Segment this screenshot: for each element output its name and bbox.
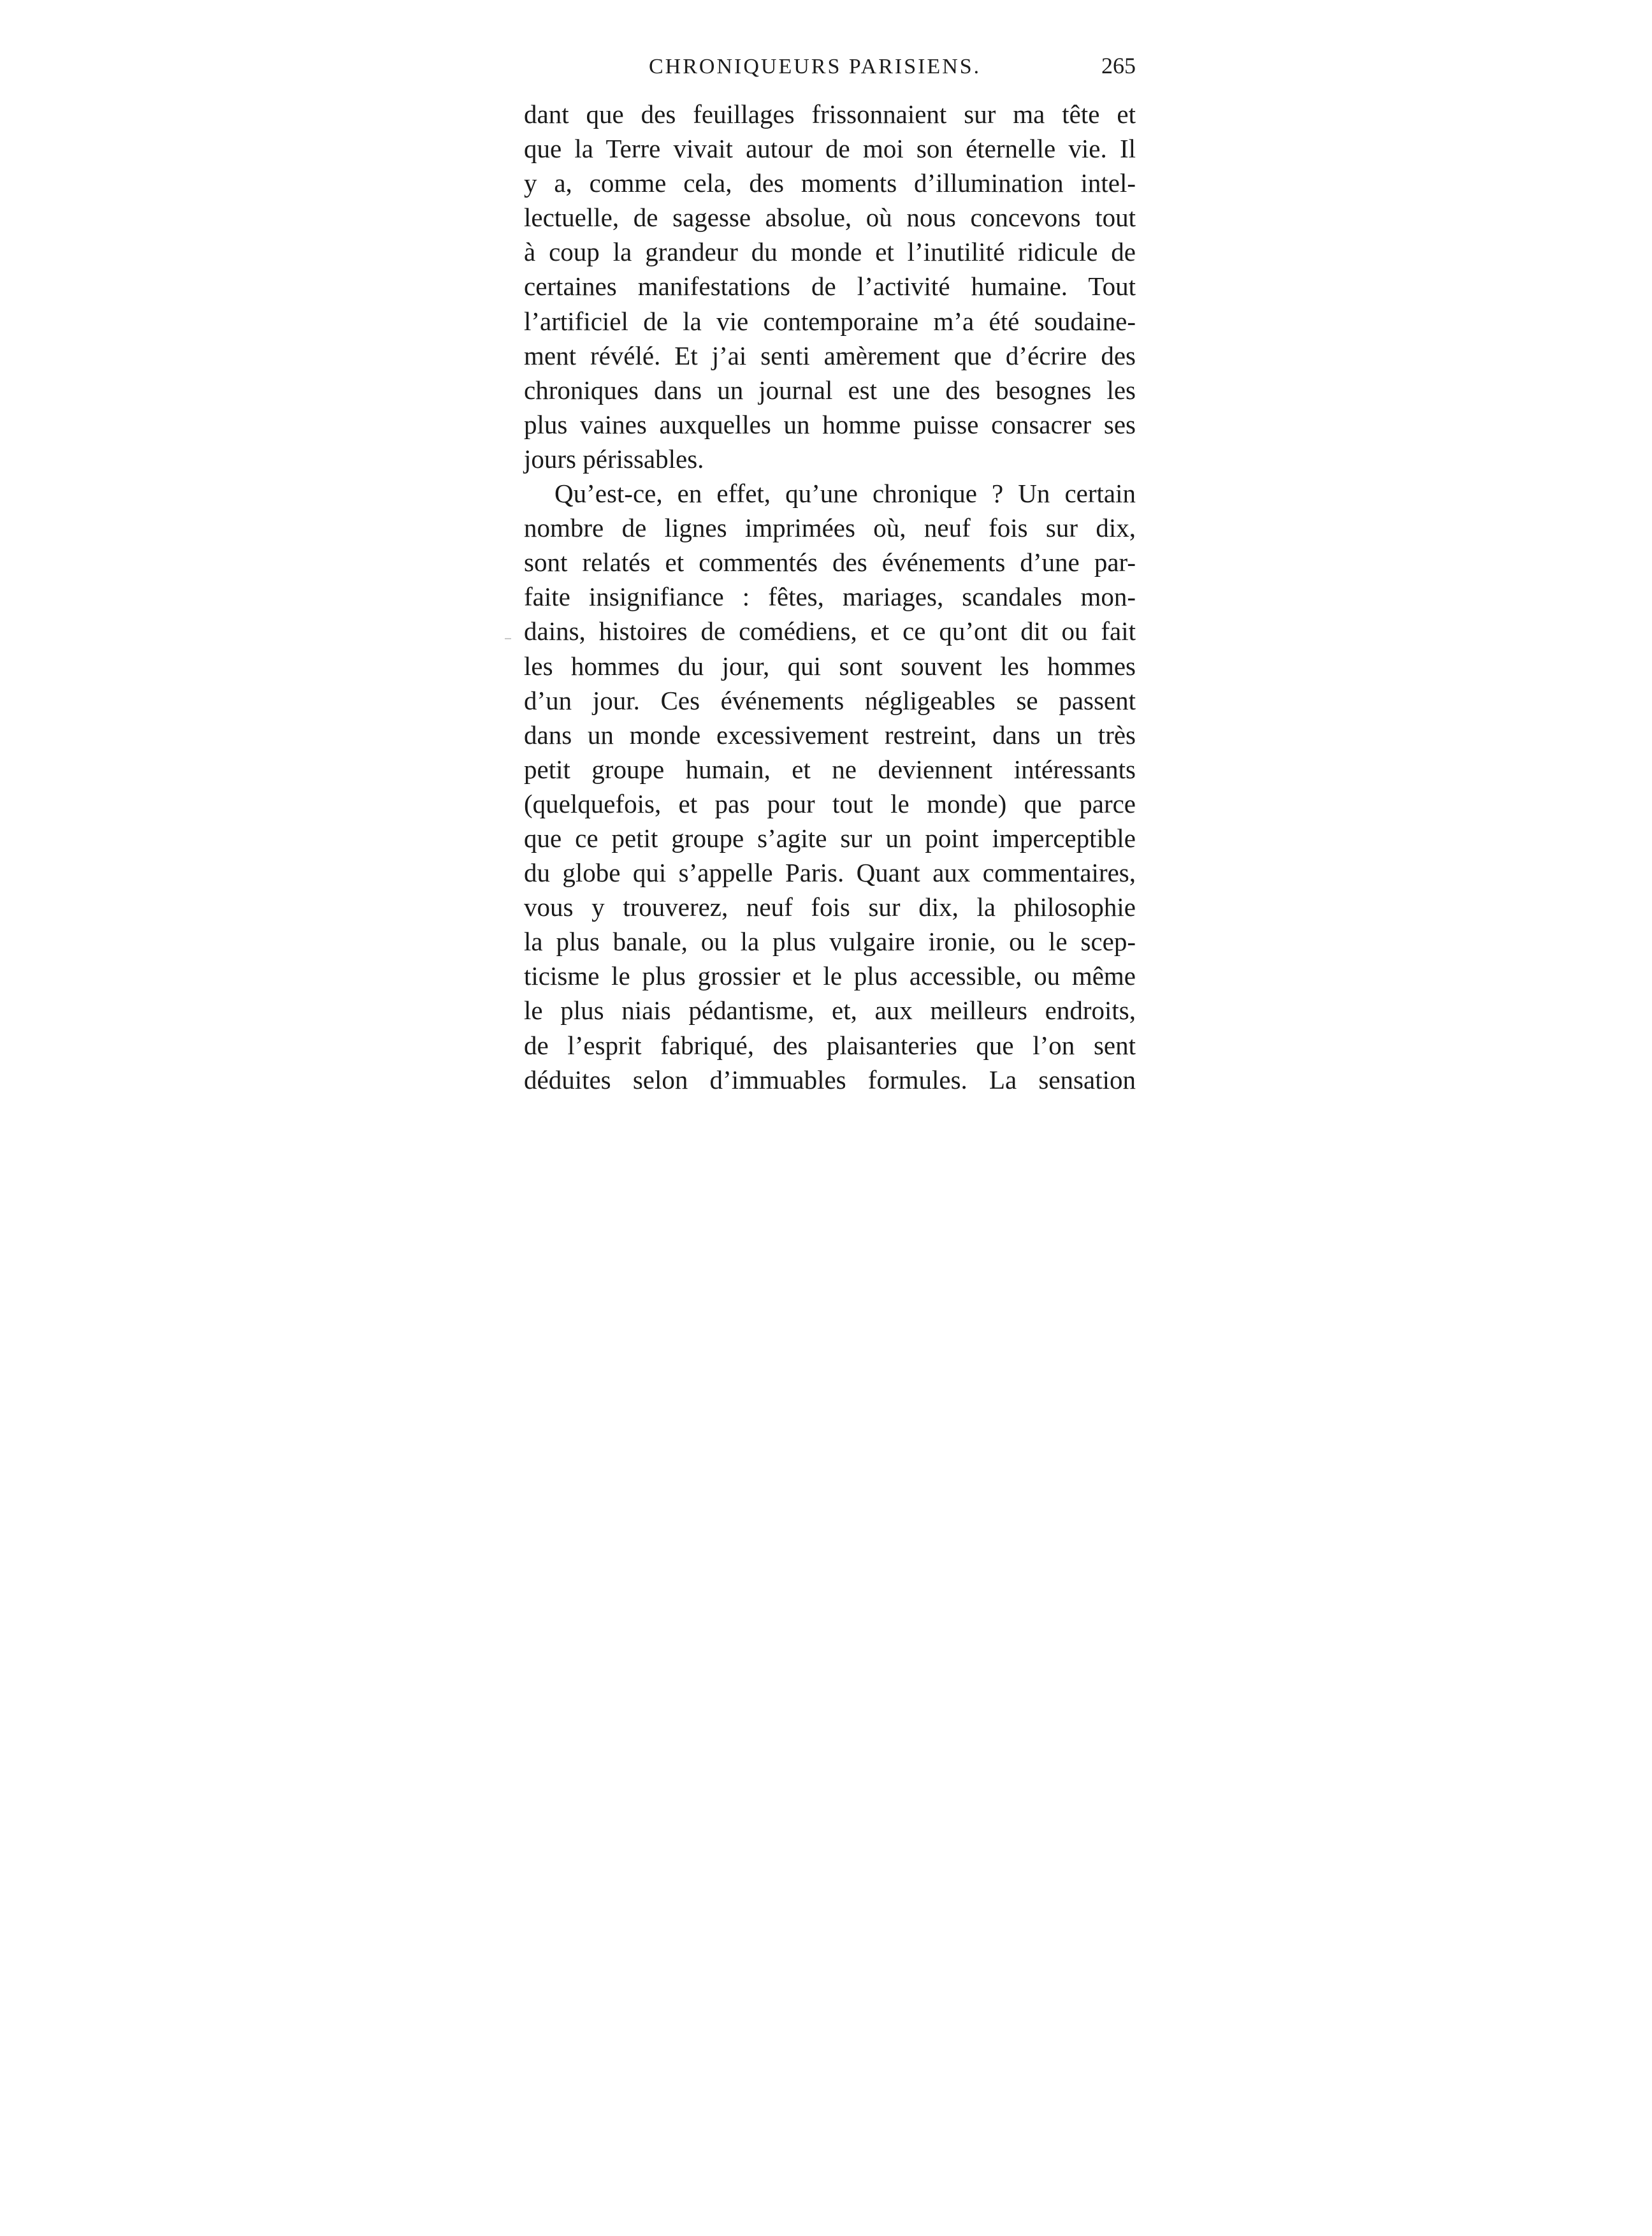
text-line: le plus niais pédantisme, et, aux meilleurs endroits, (524, 996, 1136, 1026)
paragraph-1 (524, 97, 1136, 476)
body-text (524, 97, 1136, 1097)
text-line: sont relatés et commentés des événements d’une par- (524, 548, 1136, 577)
page-number: 265 (1101, 53, 1136, 78)
text-line: nombre de lignes imprimées où, neuf fois sur dix, (524, 513, 1136, 543)
text-line: petit groupe humain, et ne deviennent intéressants (524, 754, 1136, 784)
text-line: dains, histoires de comédiens, et ce qu’ont dit ou fait (524, 616, 1136, 646)
text-line: dant que des feuillages frissonnaient sur ma tête et (524, 99, 1136, 129)
running-title: CHRONIQUEURS PARISIENS. (649, 55, 982, 78)
text-line: les hommes du jour, qui sont souvent les hommes (524, 651, 1136, 681)
text-line: lectuelle, de sagesse absolue, où nous concevons tout (524, 203, 1136, 233)
text-line: que la Terre vivait autour de moi son éternelle vie. Il (524, 134, 1136, 164)
text-line: du globe qui s’appelle Paris. Quant aux commentaires, (524, 858, 1136, 888)
text-line: certaines manifestations de l’activité humaine. Tout (524, 272, 1136, 301)
text-line: la plus banale, ou la plus vulgaire ironie, ou le scep- (524, 927, 1136, 957)
text-line: y a, comme cela, des moments d’illumination intel- (524, 168, 1136, 198)
text-line: Qu’est-ce, en effet, qu’une chronique ? Un certain (554, 479, 1136, 509)
paragraph-2 (524, 476, 1136, 1097)
text-line: vous y trouverez, neuf fois sur dix, la philosophie (524, 892, 1136, 922)
text-line: à coup la grandeur du monde et l’inutilité ridicule de (524, 237, 1136, 267)
text-line: faite insignifiance : fêtes, mariages, scandales mon- (524, 582, 1136, 612)
text-line: de l’esprit fabriqué, des plaisanteries que l’on sent (524, 1030, 1136, 1060)
running-head (524, 52, 1136, 91)
text-line: ment révélé. Et j’ai senti amèrement que d’écrire des (524, 340, 1136, 370)
text-line: déduites selon d’immuables formules. La sensation (524, 1064, 1136, 1094)
text-line: d’un jour. Ces événements négligeables se passent (524, 685, 1136, 715)
text-line: que ce petit groupe s’agite sur un point imperceptible (524, 823, 1136, 853)
text-line: ticisme le plus grossier et le plus accessible, ou même (524, 961, 1136, 991)
text-line: (quelquefois, et pas pour tout le monde) que parce (524, 788, 1136, 818)
margin-mark (505, 638, 511, 639)
text-line: l’artificiel de la vie contemporaine m’a été soudaine- (524, 306, 1136, 336)
text-line: chroniques dans un journal est une des besognes les (524, 375, 1136, 405)
text-line: jours périssables. (524, 444, 704, 474)
text-line: dans un monde excessivement restreint, dans un très (524, 720, 1136, 750)
text-line: plus vaines auxquelles un homme puisse consacrer ses (524, 409, 1136, 439)
